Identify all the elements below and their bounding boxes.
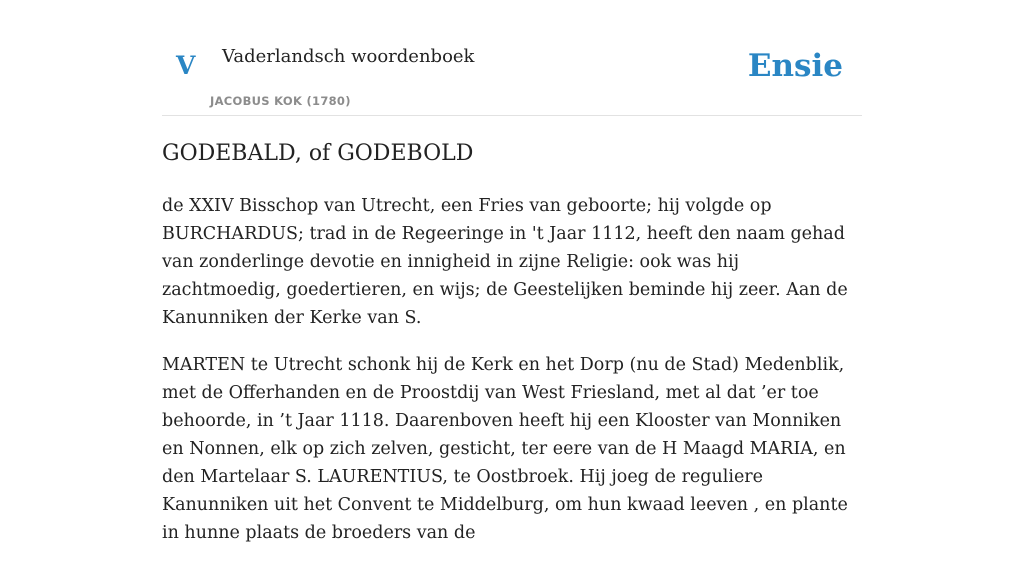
entry-paragraph: MARTEN te Utrecht schonk hij de Kerk en het Dorp (nu de Stad) Medenblik, met de Offerhanden en de Proostdij van West Friesland, met al dat ’er toe behoorde, in ’t Jaar 1118. Daarenboven heeft hij een Klooster van Monniken en Nonnen, elk op zich zelven, gesticht, ter eere van de H Maagd MARIA, en den Martelaar S. LAURENTIUS, te Oostbroek. Hij joeg de reguliere Kanunniken uit het Convent te Middelburg, om hun kwaad leeven , en plante in hunne plaats de broeders van de [162,355,848,543]
book-author: JACOBUS KOK (1780) [210,94,351,108]
entry-paragraph: de XXIV Bisschop van Utrecht, een Fries van geboorte; hij volgde op BURCHARDUS; trad in de Regeeringe in 't Jaar 1112, heeft den naam gehad van zonderlinge devotie en innigheid in zijne Religie: ook was hij zachtmoedig, goedertieren, en wijs; de Geestelijken beminde hij zeer. Aan de Kanunniken der Kerke van S. [162,196,848,328]
book-title-link[interactable]: Vaderlandsch woordenboek [222,46,475,67]
ensie-logo-link[interactable]: Ensie [747,48,843,84]
book-letter-link[interactable]: V [176,51,196,80]
header [162,0,862,116]
content-container [162,0,862,543]
entry-title: GODEBALD, of GODEBOLD [162,141,474,166]
entry-body [162,192,862,566]
